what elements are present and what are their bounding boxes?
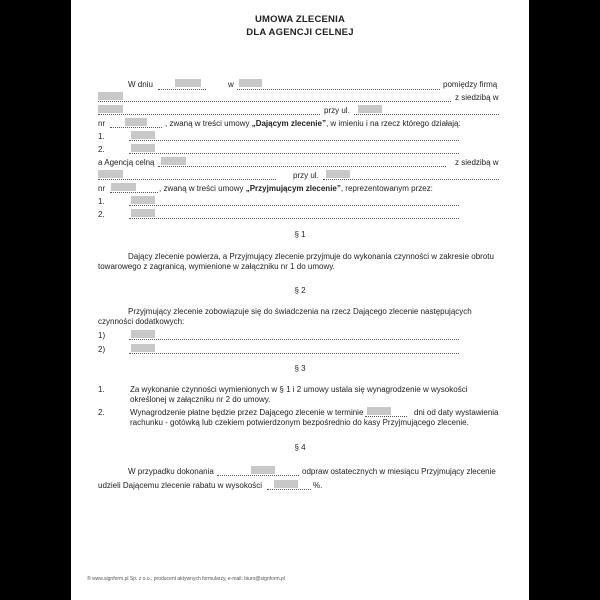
section-3-item-2-line-1b: dni od daty wystawienia: [414, 408, 499, 417]
street-field[interactable]: [358, 105, 382, 113]
section-3-item-2-number: 2.: [98, 408, 105, 417]
title-line-1: UMOWA ZLECENIA: [254, 14, 346, 25]
section-3-item-2-line-1a: Wynagrodzenie płatne będzie przez Dającego zlecenie w terminie: [130, 408, 364, 417]
discount-field[interactable]: [274, 480, 298, 488]
service-number-2: 2): [98, 345, 106, 354]
client-role-text: , zwaną w treści umowy „Dającym zlecenie”, w imieniu i na rzecz którego działają:: [165, 119, 461, 128]
section-1-line-2: towarowego z zagranicą, wymienione w załączniku nr 1 do umowy.: [98, 262, 335, 271]
agency-rep-number-2: 2.: [98, 210, 105, 219]
seat-field[interactable]: [98, 105, 123, 113]
agency-rep-1-line: [129, 205, 459, 206]
service-2-field[interactable]: [131, 344, 155, 352]
rep-2-field[interactable]: [131, 144, 155, 152]
section-3-item-2-line-2: rachunku - gotówką lub czekiem potwierdzonym bezpośrednio do kasy Przyjmującego zlecenie.: [130, 418, 469, 427]
service-1-field[interactable]: [131, 330, 155, 338]
section-3-item-1-line-1: Za wykonanie czynności wymienionych w § 1 i 2 umowy ustala się wynagrodzenie w wysokości: [130, 385, 468, 394]
company-line: [98, 101, 451, 102]
payment-days-field[interactable]: [367, 407, 391, 415]
place-line: [237, 89, 440, 90]
label-w-dniu: W dniu: [128, 80, 153, 89]
company-field[interactable]: [98, 92, 123, 100]
label-z-siedziba-1: z siedzibą w: [455, 93, 499, 102]
nr-line-2: [110, 192, 158, 193]
label-nr-1: nr: [98, 119, 106, 128]
section-2-line-2: czynności dodatkowych:: [98, 317, 185, 326]
rep-2-line: [129, 153, 459, 154]
label-w: w: [228, 80, 234, 89]
section-4-line-2b: %.: [313, 481, 323, 490]
section-2-heading: § 2: [294, 286, 306, 295]
seat-line: [98, 114, 320, 115]
clearance-count-line: [217, 475, 299, 476]
service-number-1: 1): [98, 331, 106, 340]
nr-field-1[interactable]: [125, 118, 147, 126]
label-pomiedzy: pomiędzy firmą: [443, 80, 498, 89]
label-nr-2: nr: [98, 184, 106, 193]
footer-text: ® www.signform.pl Sp. z o.o., producent aktywnych formularzy, e-mail: biuro@signform.pl: [87, 576, 285, 582]
label-przy-ul-1: przy ul.: [324, 106, 350, 115]
agency-street-field[interactable]: [326, 170, 350, 178]
section-1-heading: § 1: [294, 230, 306, 239]
agency-street-line: [323, 179, 499, 180]
clearance-count-field[interactable]: [251, 466, 275, 474]
date-field[interactable]: [175, 79, 201, 87]
rep-number-1: 1.: [98, 132, 105, 141]
label-a-agencja: a Agencją celną: [98, 158, 155, 167]
payment-days-line: [365, 416, 407, 417]
section-4-line-1a: W przypadku dokonania: [128, 467, 214, 476]
rep-number-2: 2.: [98, 145, 105, 154]
nr-field-2[interactable]: [111, 183, 136, 191]
rep-1-field[interactable]: [131, 131, 155, 139]
service-2-line: [129, 353, 459, 354]
rep-1-line: [129, 140, 459, 141]
discount-line: [267, 489, 311, 490]
date-line: [158, 89, 206, 90]
section-3-item-1-line-2: określonej w załączniku nr 2 do umowy.: [130, 395, 271, 404]
agency-seat-line: [98, 179, 276, 180]
section-1-line-1: Dający zlecenie powierza, a Przyjmujący zlecenie przyjmuje do wykonania czynności w zakresie obrotu: [128, 252, 494, 261]
title-line-2: DLA AGENCJI CELNEJ: [246, 27, 354, 38]
agency-seat-field[interactable]: [98, 170, 123, 178]
agency-rep-1-field[interactable]: [131, 196, 155, 204]
label-przy-ul-2: przy ul.: [293, 171, 319, 180]
place-field[interactable]: [239, 79, 262, 87]
agency-line: [158, 166, 446, 167]
label-z-siedziba-2: z siedzibą w: [455, 158, 499, 167]
document-page: [71, 0, 529, 600]
service-1-line: [129, 339, 459, 340]
agency-role-text: , zwaną w treści umowy „Przyjmującym zlecenie”, reprezentowanym przez:: [159, 184, 433, 193]
agency-field[interactable]: [161, 157, 186, 165]
agency-rep-number-1: 1.: [98, 197, 105, 206]
section-4-line-2a: udzieli Dającemu zlecenie rabatu w wysokości: [98, 481, 263, 490]
agency-rep-2-field[interactable]: [131, 209, 155, 217]
section-4-line-1b: odpraw ostatecznych w miesiącu Przyjmujący zlecenie: [302, 467, 496, 476]
section-3-heading: § 3: [294, 364, 306, 373]
nr-line-1: [110, 127, 162, 128]
street-line: [354, 114, 499, 115]
section-4-heading: § 4: [294, 443, 306, 452]
agency-rep-2-line: [129, 218, 459, 219]
section-2-line-1: Przyjmujący zlecenie zobowiązuje się do świadczenia na rzecz Dającego zlecenie następujących: [128, 307, 472, 316]
section-3-item-1-number: 1.: [98, 385, 105, 394]
